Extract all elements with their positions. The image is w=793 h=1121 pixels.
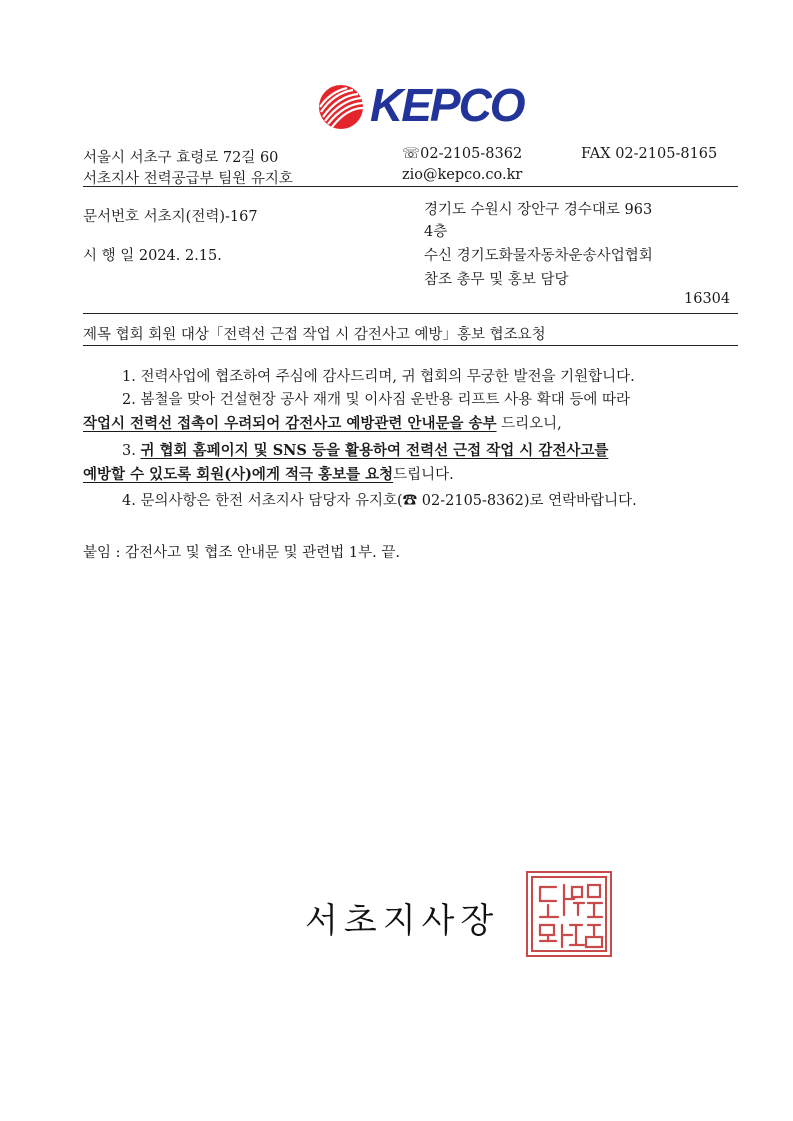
paragraph-3-emphasis-1: 귀 협회 홈페이지 및 SNS 등을 활용하여 전력선 근접 작업 시 감전사고를 xyxy=(140,442,609,459)
recipient-address-2: 4층 xyxy=(424,224,448,240)
doc-number: 문서번호 서초지(전력)-167 xyxy=(83,209,258,225)
signature-title: 서초지사장 xyxy=(305,901,500,941)
paragraph-2-tail: 드리오니, xyxy=(496,416,562,432)
paragraph-2-cont xyxy=(83,412,562,433)
official-seal xyxy=(526,871,612,957)
paragraph-3-cont xyxy=(83,463,454,484)
sender-fax: FAX 02-2105-8165 xyxy=(581,146,718,162)
sender-address: 서울시 서초구 효령로 72길 60 xyxy=(83,150,279,166)
recipient: 수신 경기도화물자동차운송사업협회 xyxy=(424,248,653,264)
recipient-address-1: 경기도 수원시 장안구 경수대로 963 xyxy=(424,202,653,218)
paragraph-3-emphasis-2: 예방할 수 있도록 회원(사)에게 적극 홍보를 요청 xyxy=(83,466,394,483)
paragraph-2-emphasis: 작업시 전력선 접촉이 우려되어 감전사고 예방관련 안내문을 송부 xyxy=(83,415,497,432)
issue-date: 시 행 일 2024. 2.15. xyxy=(83,248,222,264)
paragraph-4: 4. 문의사항은 한전 서초지사 담당자 유지호(☎ 02-2105-8362)로 연락바랍니다. xyxy=(122,493,637,509)
paragraph-3-prefix: 3. xyxy=(122,443,141,459)
meta-divider xyxy=(83,313,738,314)
subject-divider xyxy=(83,345,738,346)
kepco-logo xyxy=(314,79,524,131)
subject-line: 제목 협회 회원 대상「전력선 근접 작업 시 감전사고 예방」홍보 협조요청 xyxy=(83,327,546,343)
seal-icon xyxy=(528,873,610,955)
paragraph-3 xyxy=(122,439,608,460)
paragraph-1: 1. 전력사업에 협조하여 주심에 감사드리며, 귀 협회의 무궁한 발전을 기원합니다. xyxy=(122,369,635,385)
sender-phone: ☏02-2105-8362 xyxy=(402,146,523,162)
postal-code: 16304 xyxy=(684,291,731,307)
kepco-emblem-icon xyxy=(314,84,370,130)
sender-email: zio@kepco.co.kr xyxy=(402,167,523,183)
paragraph-3-tail: 드립니다. xyxy=(393,467,454,483)
logo-wordmark: KEPCO xyxy=(370,79,524,131)
paragraph-2: 2. 봄철을 맞아 건설현장 공사 재개 및 이사짐 운반용 리프트 사용 확대 등에 따라 xyxy=(122,392,630,408)
header-divider xyxy=(83,186,738,187)
sender-dept: 서초지사 전력공급부 팀원 유지호 xyxy=(83,171,293,187)
reference: 참조 총무 및 홍보 담당 xyxy=(424,272,569,288)
attachment-line: 붙임 : 감전사고 및 협조 안내문 및 관련법 1부. 끝. xyxy=(83,545,400,561)
